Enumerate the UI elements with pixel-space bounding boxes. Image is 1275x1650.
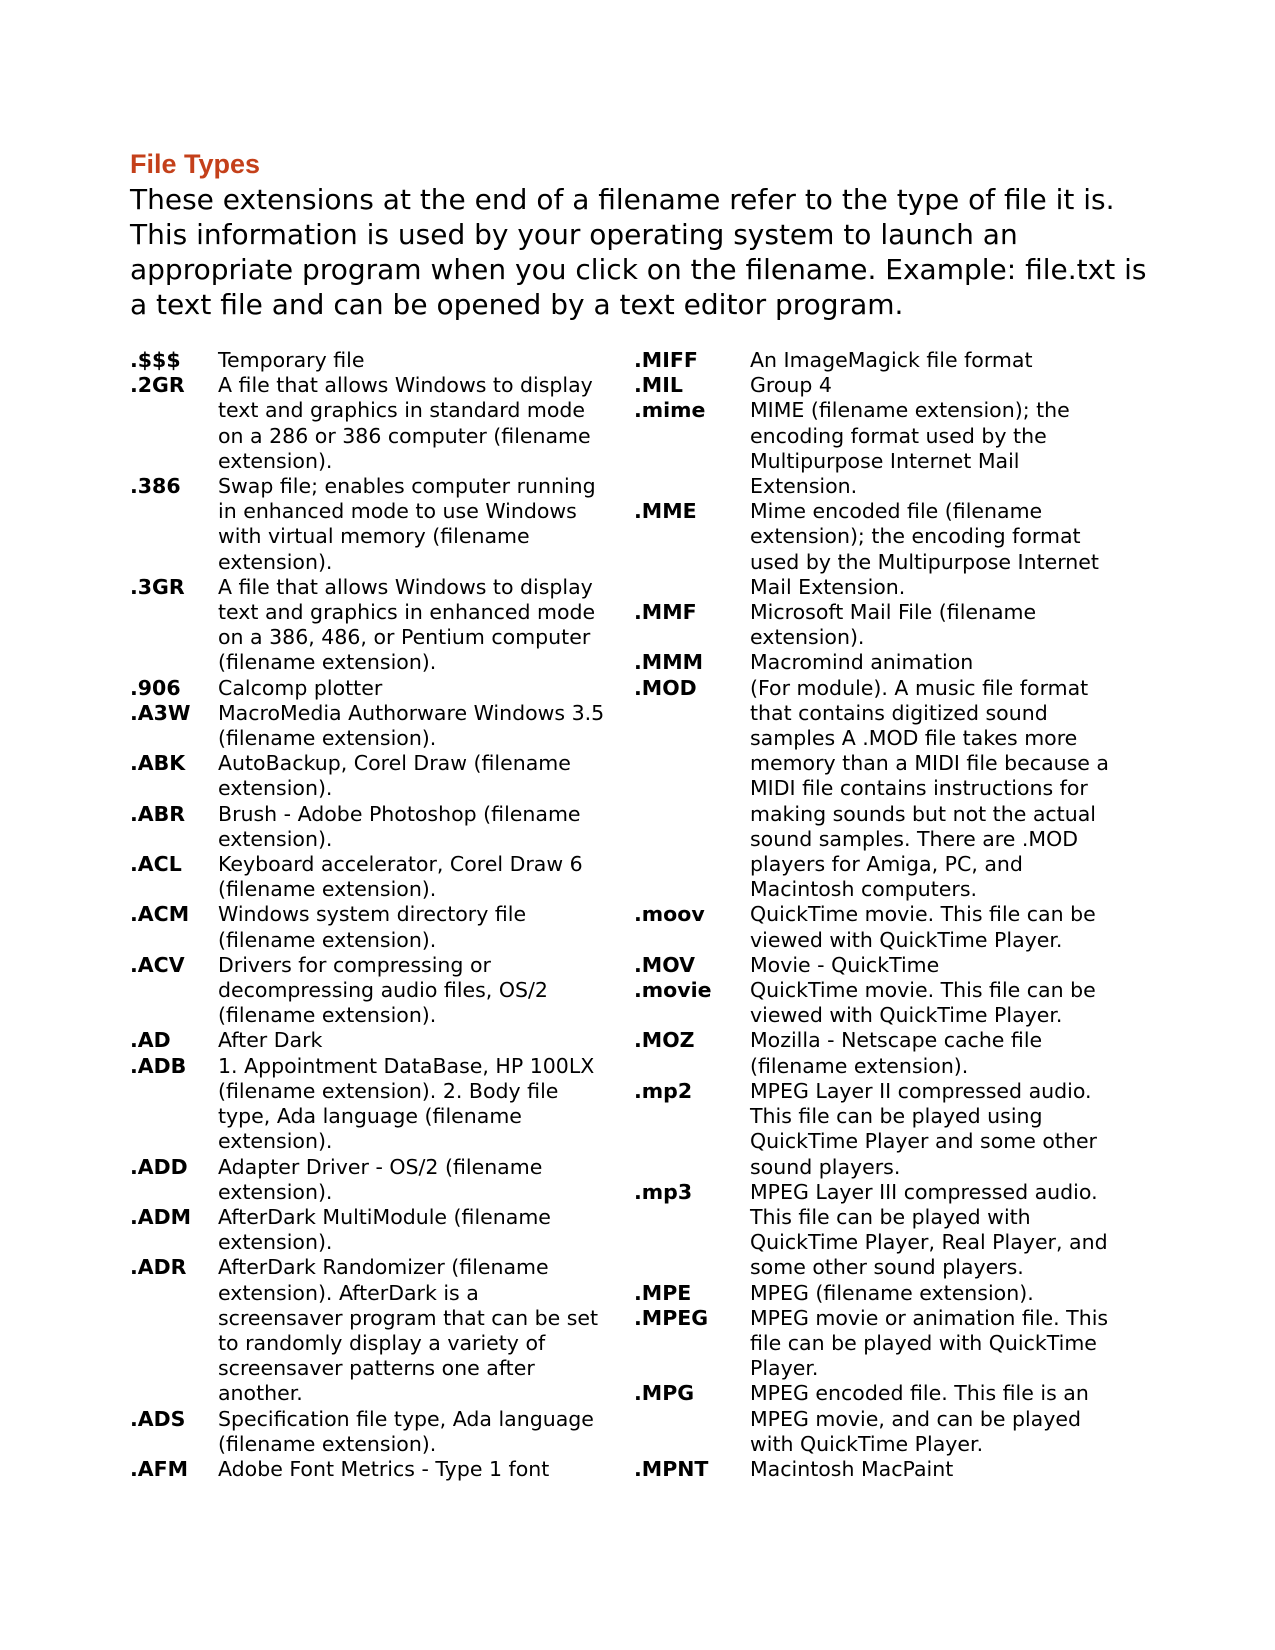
- file-extension: .ADD: [130, 1154, 188, 1179]
- description-line: MPEG movie or animation file. This: [750, 1305, 1109, 1330]
- file-type-entry: [634, 1028, 1149, 1078]
- file-extension: .mime: [634, 398, 706, 423]
- file-description: [750, 398, 1149, 499]
- description-line: MPEG movie, and can be played: [750, 1406, 1081, 1431]
- description-line: file can be played with QuickTime: [750, 1330, 1097, 1355]
- file-extension: .ADS: [130, 1406, 186, 1431]
- file-description: [750, 499, 1149, 600]
- description-line: extension).: [218, 826, 333, 851]
- file-extension: .MPE: [634, 1280, 692, 1305]
- description-line: Mail Extension.: [750, 574, 906, 599]
- description-line: Drivers for compressing or: [218, 952, 491, 977]
- description-line: players for Amiga, PC, and: [750, 852, 1023, 877]
- description-line: on a 386, 486, or Pentium computer: [218, 625, 591, 650]
- file-extension: .386: [130, 474, 181, 499]
- file-description: [750, 953, 1149, 978]
- description-line: 1. Appointment DataBase, HP 100LX: [218, 1053, 595, 1078]
- file-description: [750, 650, 1149, 675]
- file-type-entry: [130, 902, 620, 952]
- description-line: Macintosh MacPaint: [750, 1456, 954, 1481]
- description-line: QuickTime Player and some other: [750, 1129, 1097, 1154]
- description-line: (filename extension).: [218, 1431, 437, 1456]
- file-extension: .A3W: [130, 700, 191, 725]
- left-column: [130, 348, 620, 1482]
- file-extension: .MPG: [634, 1381, 695, 1406]
- file-type-entry: [130, 701, 620, 751]
- description-line: encoding format used by the: [750, 423, 1047, 448]
- file-type-entry: [634, 676, 1149, 903]
- file-type-entry: [634, 499, 1149, 600]
- file-extension: .$$$: [130, 348, 181, 372]
- file-type-entry: [634, 348, 1149, 373]
- description-line: Extension.: [750, 474, 858, 499]
- file-type-entry: [634, 1281, 1149, 1306]
- file-description: [750, 1457, 1149, 1482]
- description-line: A file that allows Windows to display: [218, 373, 593, 398]
- file-description: [750, 1306, 1149, 1382]
- description-line: that contains digitized sound: [750, 700, 1048, 725]
- file-type-entry: [130, 676, 620, 701]
- description-line: extension).: [218, 549, 333, 574]
- file-extension: .MIL: [634, 373, 683, 398]
- description-line: AfterDark MultiModule (filename: [218, 1204, 551, 1229]
- description-line: in enhanced mode to use Windows: [218, 499, 577, 524]
- description-line: MPEG encoded file. This file is an: [750, 1381, 1089, 1406]
- description-line: AutoBackup, Corel Draw (filename: [218, 751, 571, 776]
- description-line: Swap file; enables computer running: [218, 474, 596, 499]
- file-type-entry: [130, 1205, 620, 1255]
- description-line: Adapter Driver - OS/2 (filename: [218, 1154, 543, 1179]
- file-type-entry: [634, 373, 1149, 398]
- description-line: Calcomp plotter: [218, 675, 383, 700]
- description-line: with virtual memory (filename: [218, 524, 530, 549]
- description-line: Movie - QuickTime: [750, 952, 940, 977]
- file-description: [750, 1281, 1149, 1306]
- description-line: on a 286 or 386 computer (filename: [218, 423, 591, 448]
- file-description: [218, 1054, 620, 1155]
- description-line: to randomly display a variety of: [218, 1330, 546, 1355]
- description-line: AfterDark Randomizer (filename: [218, 1255, 549, 1280]
- description-line: Mozilla - Netscape cache file: [750, 1028, 1043, 1053]
- description-line: extension).: [218, 776, 333, 801]
- file-type-entry: [634, 1180, 1149, 1281]
- file-type-entry: [634, 1381, 1149, 1457]
- file-type-entry: [130, 802, 620, 852]
- description-line: Mime encoded file (filename: [750, 499, 1043, 524]
- description-line: used by the Multipurpose Internet: [750, 549, 1099, 574]
- file-type-entry: [130, 852, 620, 902]
- description-line: Temporary file: [218, 348, 365, 372]
- intro-paragraph: These extensions at the end of a filename refer to the type of file it is. This information is used by your operating system to launch an appropriate program when you click on the filename. Example: file.txt is a text file and can be opened by a text editor program.: [130, 183, 1147, 321]
- file-description: [750, 600, 1149, 650]
- description-line: MIDI file contains instructions for: [750, 776, 1088, 801]
- file-description: [218, 852, 620, 902]
- file-type-entry: [130, 348, 620, 373]
- file-extension: .ADM: [130, 1204, 192, 1229]
- description-line: text and graphics in enhanced mode: [218, 600, 596, 625]
- file-type-entry: [634, 1457, 1149, 1482]
- description-line: some other sound players.: [750, 1255, 1024, 1280]
- file-type-entry: [130, 373, 620, 474]
- file-extension: .ABR: [130, 801, 186, 826]
- file-description: [218, 676, 620, 701]
- description-line: (filename extension).: [750, 1053, 969, 1078]
- file-description: [750, 902, 1149, 952]
- description-line: Multipurpose Internet Mail: [750, 448, 1020, 473]
- description-line: MIME (filename extension); the: [750, 398, 1070, 423]
- file-description: [750, 373, 1149, 398]
- file-type-entry: [634, 1079, 1149, 1180]
- description-line: Brush - Adobe Photoshop (filename: [218, 801, 581, 826]
- file-extension: .3GR: [130, 574, 185, 599]
- file-type-entry: [130, 751, 620, 801]
- file-description: [218, 1457, 620, 1482]
- file-extension: .ACV: [130, 952, 185, 977]
- file-extension: .2GR: [130, 373, 185, 398]
- file-type-entry: [634, 398, 1149, 499]
- file-extension: .ADR: [130, 1255, 187, 1280]
- file-extension: .mp2: [634, 1078, 693, 1103]
- file-type-entry: [130, 575, 620, 676]
- description-line: (filename extension). 2. Body file: [218, 1078, 559, 1103]
- description-line: (filename extension).: [218, 1003, 437, 1028]
- description-line: viewed with QuickTime Player.: [750, 1003, 1063, 1028]
- file-description: [218, 1155, 620, 1205]
- description-line: extension).: [750, 625, 865, 650]
- description-line: Windows system directory file: [218, 902, 527, 927]
- file-type-entry: [634, 953, 1149, 978]
- file-extension: .ACM: [130, 902, 190, 927]
- description-line: extension).: [218, 1230, 333, 1255]
- file-description: [218, 902, 620, 952]
- description-line: MPEG (filename extension).: [750, 1280, 1034, 1305]
- file-extension: .ABK: [130, 751, 186, 776]
- file-type-entry: [634, 1306, 1149, 1382]
- file-description: [750, 676, 1149, 903]
- description-line: extension).: [218, 448, 333, 473]
- description-line: sound samples. There are .MOD: [750, 826, 1079, 851]
- file-description: [218, 373, 620, 474]
- description-line: Adobe Font Metrics - Type 1 font: [218, 1456, 550, 1481]
- file-description: [218, 474, 620, 575]
- description-line: memory than a MIDI file because a: [750, 751, 1109, 776]
- file-description: [218, 348, 620, 373]
- file-extension: .movie: [634, 978, 712, 1003]
- file-description: [218, 953, 620, 1029]
- file-extension: .MME: [634, 499, 697, 524]
- file-description: [218, 701, 620, 751]
- description-line: Macromind animation: [750, 650, 974, 675]
- file-extension: .MIFF: [634, 348, 698, 372]
- file-extension: .MMM: [634, 650, 703, 675]
- description-line: Microsoft Mail File (filename: [750, 600, 1037, 625]
- description-line: QuickTime movie. This file can be: [750, 902, 1096, 927]
- file-extension: .MPEG: [634, 1305, 709, 1330]
- description-line: viewed with QuickTime Player.: [750, 927, 1063, 952]
- description-line: extension). AfterDark is a: [218, 1280, 479, 1305]
- description-line: (filename extension).: [218, 927, 437, 952]
- page-title: File Types: [130, 149, 261, 179]
- file-description: [218, 1255, 620, 1406]
- description-line: Macintosh computers.: [750, 877, 978, 902]
- file-type-entry: [130, 1457, 620, 1482]
- file-description: [750, 978, 1149, 1028]
- description-line: MacroMedia Authorware Windows 3.5: [218, 700, 605, 725]
- file-description: [750, 348, 1149, 373]
- file-extension: .ACL: [130, 852, 182, 877]
- file-extension: .MOV: [634, 952, 695, 977]
- description-line: This file can be played with: [750, 1204, 1031, 1229]
- file-type-entry: [130, 1255, 620, 1406]
- description-line: extension).: [218, 1179, 333, 1204]
- description-line: An ImageMagick file format: [750, 348, 1033, 372]
- file-type-entry: [130, 953, 620, 1029]
- file-type-entry: [130, 1155, 620, 1205]
- description-line: After Dark: [218, 1028, 323, 1053]
- description-line: Specification file type, Ada language: [218, 1406, 594, 1431]
- file-description: [218, 751, 620, 801]
- description-line: type, Ada language (filename: [218, 1104, 522, 1129]
- description-line: text and graphics in standard mode: [218, 398, 586, 423]
- file-extension: .ADB: [130, 1053, 187, 1078]
- file-extension: .906: [130, 675, 181, 700]
- description-line: making sounds but not the actual: [750, 801, 1096, 826]
- file-description: [750, 1381, 1149, 1457]
- file-type-entry: [130, 474, 620, 575]
- file-extension: .AFM: [130, 1456, 189, 1481]
- description-line: another.: [218, 1381, 303, 1406]
- description-line: Keyboard accelerator, Corel Draw 6: [218, 852, 583, 877]
- description-line: (filename extension).: [218, 650, 437, 675]
- file-extension: .mp3: [634, 1179, 693, 1204]
- file-extension: .AD: [130, 1028, 171, 1053]
- file-extension: .MOZ: [634, 1028, 695, 1053]
- description-line: decompressing audio files, OS/2: [218, 978, 548, 1003]
- description-line: with QuickTime Player.: [750, 1431, 984, 1456]
- file-type-entry: [130, 1054, 620, 1155]
- description-line: QuickTime movie. This file can be: [750, 978, 1096, 1003]
- right-column: [634, 348, 1149, 1482]
- file-extension: .MOD: [634, 675, 697, 700]
- description-line: (filename extension).: [218, 726, 437, 751]
- file-type-entry: [634, 978, 1149, 1028]
- file-description: [218, 802, 620, 852]
- description-line: A file that allows Windows to display: [218, 574, 593, 599]
- file-description: [750, 1180, 1149, 1281]
- description-line: Player.: [750, 1356, 819, 1381]
- description-line: extension).: [218, 1129, 333, 1154]
- file-type-entry: [634, 600, 1149, 650]
- description-line: samples A .MOD file takes more: [750, 726, 1078, 751]
- description-line: sound players.: [750, 1154, 901, 1179]
- file-extension: .MPNT: [634, 1456, 709, 1481]
- file-description: [218, 1205, 620, 1255]
- description-line: (filename extension).: [218, 877, 437, 902]
- file-extension: .moov: [634, 902, 705, 927]
- file-extension: .MMF: [634, 600, 697, 625]
- description-line: MPEG Layer III compressed audio.: [750, 1179, 1098, 1204]
- description-line: screensaver patterns one after: [218, 1356, 535, 1381]
- description-line: MPEG Layer II compressed audio.: [750, 1078, 1092, 1103]
- file-type-entry: [130, 1028, 620, 1053]
- file-type-entry: [130, 1407, 620, 1457]
- file-description: [750, 1079, 1149, 1180]
- description-line: This file can be played using: [750, 1104, 1043, 1129]
- file-type-entry: [634, 902, 1149, 952]
- file-type-entry: [634, 650, 1149, 675]
- file-description: [218, 575, 620, 676]
- description-line: QuickTime Player, Real Player, and: [750, 1230, 1108, 1255]
- description-line: screensaver program that can be set: [218, 1305, 599, 1330]
- file-description: [750, 1028, 1149, 1078]
- file-description: [218, 1407, 620, 1457]
- description-line: Group 4: [750, 373, 832, 398]
- description-line: extension); the encoding format: [750, 524, 1081, 549]
- description-line: (For module). A music file format: [750, 675, 1089, 700]
- file-description: [218, 1028, 620, 1053]
